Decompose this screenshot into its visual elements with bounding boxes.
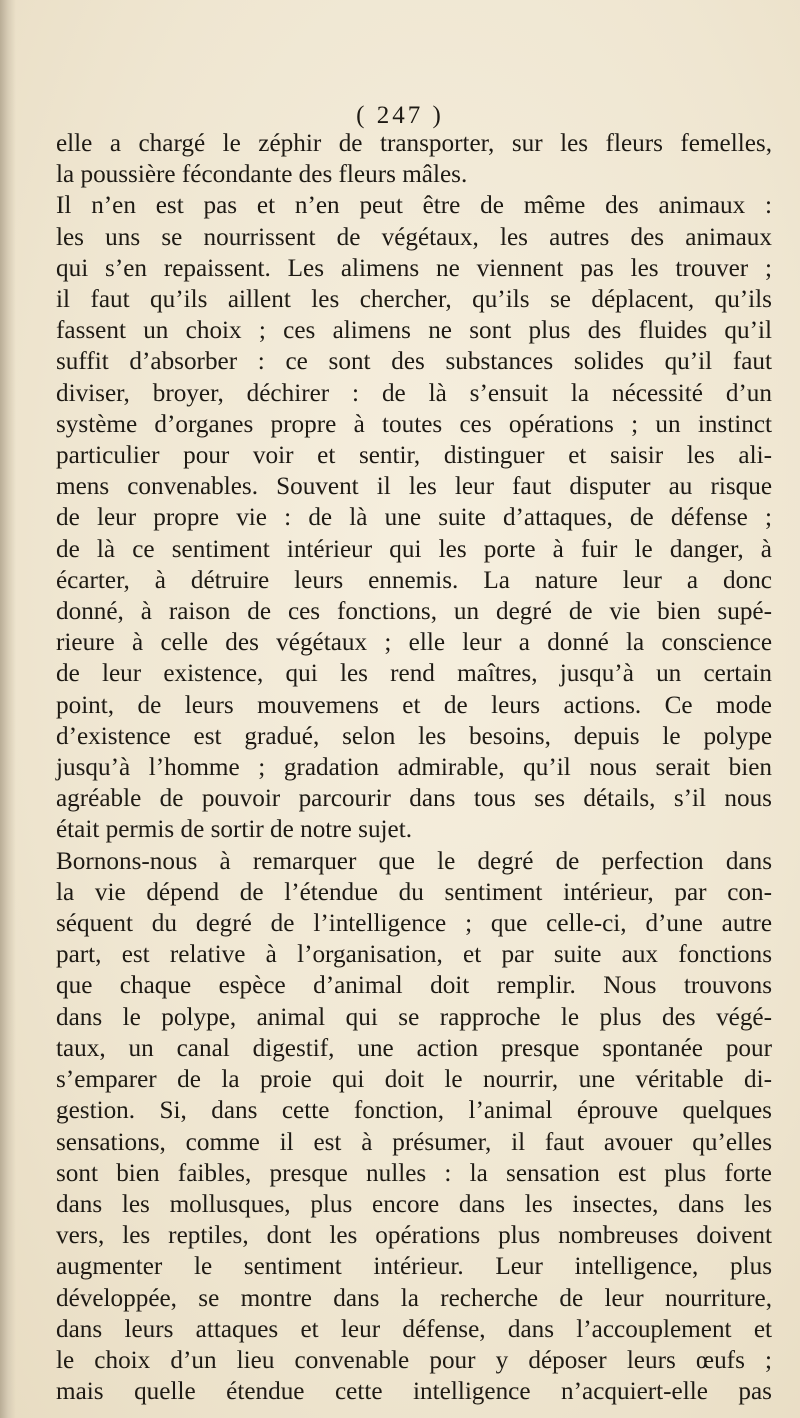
text-line: mais quelle étendue cette intelligence n’acquiert-elle pas	[56, 1378, 772, 1406]
text-line: agréable de pouvoir parcourir dans tous ses détails, s’il nous	[56, 785, 772, 813]
text-line: les uns se nourrissent de végétaux, les autres des animaux	[56, 223, 772, 251]
text-line: la poussière fécondante des fleurs mâles.	[56, 161, 468, 189]
text-line: diviser, broyer, déchirer : de là s’ensuit la nécessité d’un	[56, 379, 772, 407]
text-line: gestion. Si, dans cette fonction, l’animal éprouve quelques	[56, 1097, 772, 1125]
text-line: dans les mollusques, plus encore dans les insectes, dans les	[56, 1190, 772, 1218]
text-line: qui s’en repaissent. Les alimens ne viennent pas les trouver ;	[56, 254, 772, 282]
text-line: s’emparer de la proie qui doit le nourrir, une véritable di-	[56, 1066, 772, 1094]
text-line: de là ce sentiment intérieur qui les porte à fuir le danger, à	[56, 535, 772, 563]
text-line: vers, les reptiles, dont les opérations plus nombreuses doivent	[56, 1222, 772, 1250]
text-line: jusqu’à l’homme ; gradation admirable, qu’il nous serait bien	[56, 754, 772, 782]
body-text	[56, 128, 772, 1407]
text-line: séquent du degré de l’intelligence ; que celle-ci, d’une autre	[56, 910, 772, 938]
text-line: fassent un choix ; ces alimens ne sont plus des fluides qu’il	[56, 317, 772, 345]
text-line: augmenter le sentiment intérieur. Leur intelligence, plus	[56, 1253, 772, 1281]
text-line: rieure à celle des végétaux ; elle leur a donné la conscience	[56, 629, 772, 657]
text-line: de leur propre vie : de là une suite d’attaques, de défense ;	[56, 504, 772, 532]
text-line: que chaque espèce d’animal doit remplir. Nous trouvons	[56, 972, 772, 1000]
text-line: développée, se montre dans la recherche de leur nourriture,	[56, 1284, 772, 1312]
text-line: le choix d’un lieu convenable pour y déposer leurs œufs ;	[56, 1346, 772, 1374]
text-line: de leur existence, qui les rend maîtres, jusqu’à un certain	[56, 660, 772, 688]
text-line: la vie dépend de l’étendue du sentiment intérieur, par con-	[56, 878, 772, 906]
text-line: Bornons-nous à remarquer que le degré de perfection dans	[56, 847, 772, 875]
text-line: donné, à raison de ces fonctions, un degré de vie bien supé-	[56, 598, 772, 626]
text-line: point, de leurs mouvemens et de leurs actions. Ce mode	[56, 691, 772, 719]
text-line: dans le polype, animal qui se rapproche le plus des végé-	[56, 1003, 772, 1031]
text-line: sensations, comme il est à présumer, il faut avouer qu’elles	[56, 1128, 772, 1156]
page-number: ( 247 )	[356, 102, 444, 129]
text-line: suffit d’absorber : ce sont des substances solides qu’il faut	[56, 348, 772, 376]
text-line: il faut qu’ils aillent les chercher, qu’ils se déplacent, qu’ils	[56, 286, 772, 314]
text-line: part, est relative à l’organisation, et par suite aux fonctions	[56, 941, 772, 969]
text-line: dans leurs attaques et leur défense, dans l’accouplement et	[56, 1315, 772, 1343]
text-line: écarter, à détruire leurs ennemis. La nature leur a donc	[56, 566, 772, 594]
text-line: sont bien faibles, presque nulles : la sensation est plus forte	[56, 1159, 772, 1187]
text-line: d’existence est gradué, selon les besoins, depuis le polype	[56, 722, 772, 750]
text-line: Il n’en est pas et n’en peut être de même des animaux :	[56, 192, 772, 220]
text-line: elle a chargé le zéphir de transporter, sur les fleurs femelles,	[56, 130, 772, 157]
text-line: particulier pour voir et sentir, distinguer et saisir les ali-	[56, 442, 772, 470]
text-line: mens convenables. Souvent il les leur faut disputer au risque	[56, 473, 772, 501]
page-binding-edge	[0, 0, 16, 1418]
text-line: était permis de sortir de notre sujet.	[56, 816, 413, 844]
text-line: système d’organes propre à toutes ces opérations ; un instinct	[56, 410, 772, 438]
text-line: taux, un canal digestif, une action presque spontanée pour	[56, 1034, 772, 1062]
